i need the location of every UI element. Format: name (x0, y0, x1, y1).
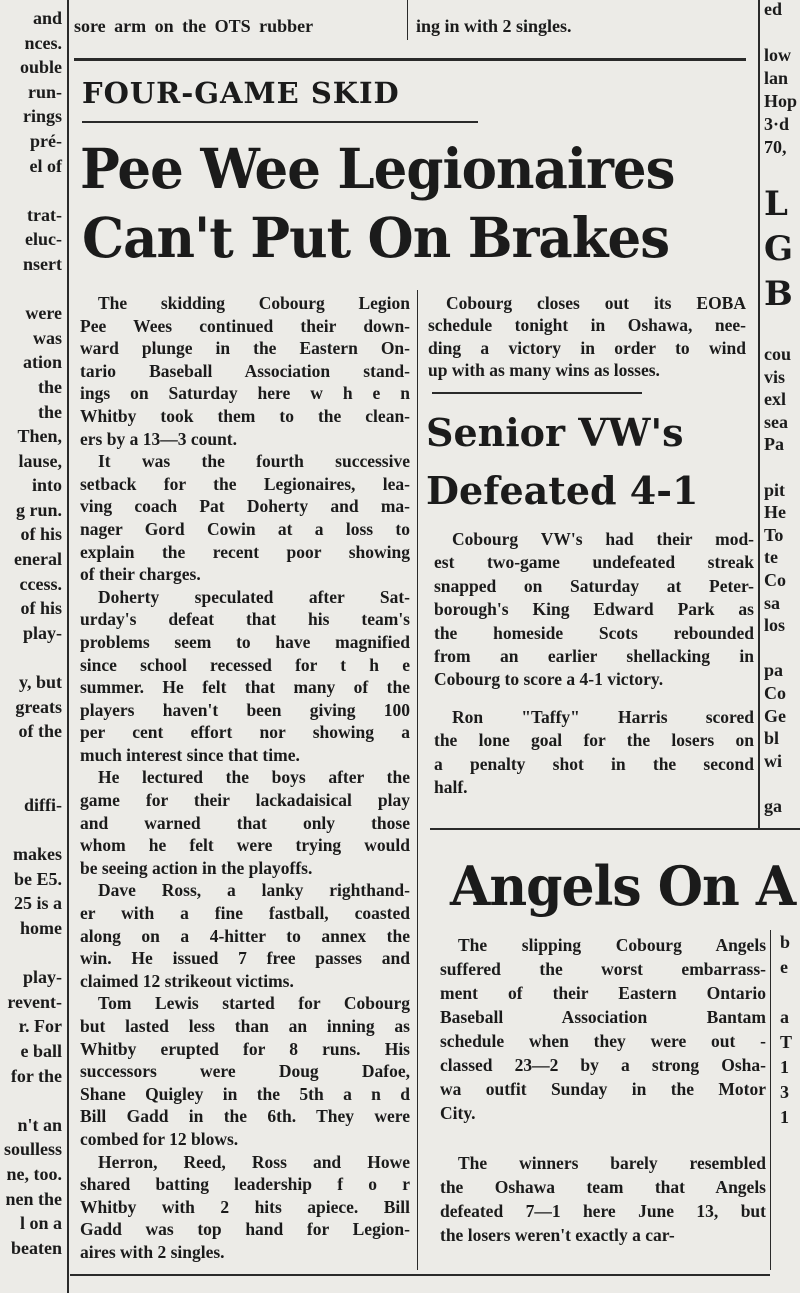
text-fragment: low (764, 45, 791, 65)
text-fragment: To (764, 524, 784, 545)
text-fragment (780, 980, 792, 1005)
text-fragment: a (780, 1007, 789, 1027)
text-fragment: ccess. (19, 573, 62, 594)
right-column-fragments-top (764, 0, 797, 159)
text-line: Dave Ross, a lanky righthand- (98, 880, 410, 901)
text-line: successors were Doug Dafoe, (80, 1061, 410, 1082)
text-fragment: the (38, 376, 62, 397)
text-line: Cobourg VW's had their mod- (452, 529, 754, 549)
text-line: problems seem to have magnified (80, 631, 410, 652)
angels-headline: Angels On A (450, 854, 796, 919)
text-fragment: G (764, 229, 794, 269)
text-fragment: of his (20, 524, 62, 545)
text-fragment: los (764, 615, 786, 636)
text-line: per cent effort nor showing a (80, 722, 410, 743)
text-fragment: 1 (780, 1107, 789, 1127)
text-fragment: L (764, 184, 788, 224)
text-fragment (764, 637, 791, 660)
text-fragment: lause, (18, 450, 62, 471)
text-fragment (764, 21, 797, 44)
text-line: schedule when they were out - (440, 1031, 766, 1051)
column-rule-right (758, 0, 760, 830)
text-fragment: were (25, 303, 62, 324)
text-fragment: 25 is a (13, 893, 62, 914)
text-line: setback for the Legionaires, lea- (80, 473, 410, 494)
text-line: suffered the worst embarrass- (440, 959, 766, 979)
text-fragment: diffi- (24, 795, 62, 815)
text-line: schedule tonight in Oshawa, nee- (428, 315, 746, 336)
text-line: along on a 4-hitter to annex the (80, 925, 410, 946)
text-fragment: l on a (19, 1213, 62, 1234)
text-line: Tom Lewis started for Cobourg (98, 993, 410, 1014)
text-line: summer. He felt that many of the (80, 677, 410, 698)
text-line: Whitby with 2 hits apiece. Bill (80, 1196, 410, 1217)
text-fragment: ga (764, 795, 782, 816)
text-line: since school recessed for t h e (80, 654, 410, 675)
text-line: snapped on Saturday at Peter- (434, 575, 754, 596)
text-line: nager Gord Cowin at a loss to (80, 518, 410, 539)
text-line: Whitby erupted for 8 runs. His (80, 1038, 410, 1059)
text-fragment: 70, (764, 137, 787, 157)
text-fragment: ed (764, 0, 782, 19)
text-line: the losers weren't exactly a car- (440, 1225, 675, 1245)
text-line: ding a victory in order to wind (428, 337, 746, 358)
text-fragment: nces. (24, 32, 62, 53)
text-fragment: Co (764, 569, 786, 590)
text-fragment (4, 744, 62, 769)
text-fragment: y, but (18, 672, 62, 693)
text-line: ward plunge in the Eastern On- (80, 338, 410, 359)
text-line: The slipping Cobourg Angels (458, 935, 766, 955)
text-line: be seeing action in the playoffs. (80, 857, 313, 878)
text-fragment: e (780, 957, 788, 977)
text-fragment (764, 456, 791, 479)
text-fragment (764, 772, 791, 795)
column-rule-left (67, 0, 69, 1293)
text-fragment: Hop (764, 91, 798, 111)
text-fragment: home (20, 917, 62, 938)
text-fragment: T (780, 1032, 793, 1052)
text-line: combed for 12 blows. (80, 1128, 239, 1149)
text-fragment: pré- (30, 130, 62, 151)
text-fragment: g run. (15, 499, 62, 520)
text-fragment: He (764, 502, 786, 523)
text-fragment: Co (764, 682, 786, 703)
article-headline-line-2: Can't Put On Brakes (82, 205, 670, 271)
text-line: Cobourg to score a 4-1 victory. (434, 669, 664, 690)
text-line: and warned that only those (80, 812, 410, 833)
text-line: ment of their Eastern Ontario (440, 983, 766, 1003)
text-fragment: Ge (764, 705, 786, 726)
text-line: claimed 12 strikeout victims. (80, 970, 294, 991)
text-fragment: beaten (11, 1237, 62, 1258)
text-line: game for their lackadaisical play (80, 790, 410, 811)
text-fragment (4, 178, 62, 203)
text-line: players haven't been giving 100 (80, 699, 410, 720)
text-fragment: makes (13, 844, 62, 865)
text-line: of their charges. (80, 564, 201, 585)
text-fragment: Pa (764, 434, 784, 455)
text-fragment: play- (22, 967, 62, 988)
text-fragment: lan (764, 68, 789, 88)
text-line: Ron "Taffy" Harris scored (452, 706, 754, 727)
bottom-rule (70, 1274, 770, 1276)
text-fragment: ation (22, 352, 62, 373)
text-line: from an earlier shellacking in (434, 646, 754, 667)
text-line: aires with 2 singles. (80, 1241, 225, 1262)
text-fragment: 3 (780, 1082, 789, 1102)
text-line: shared batting leadership f o r (80, 1174, 410, 1195)
text-line: tario Baseball Association stand- (80, 360, 410, 381)
text-fragment: nsert (23, 253, 62, 274)
text-fragment: for the (10, 1065, 62, 1086)
text-fragment: bl (764, 728, 780, 749)
text-line: urday's defeat that his team's (80, 609, 410, 630)
text-line: He lectured the boys after the (98, 767, 410, 788)
text-line: ving coach Pat Doherty and ma- (80, 496, 410, 517)
angels-article-body (440, 933, 766, 1247)
text-fragment (4, 941, 62, 966)
text-fragment: greats (15, 696, 62, 717)
text-line: Doherty speculated after Sat- (98, 586, 410, 607)
text-line: The skidding Cobourg Legion (98, 293, 410, 313)
column-rule-middle (417, 290, 418, 1270)
text-line: borough's King Edward Park as (434, 599, 754, 620)
text-fragment: pit (764, 479, 786, 500)
top-continuation-right: ing in with 2 singles. (416, 16, 572, 36)
text-fragment: be E5. (13, 868, 62, 889)
text-fragment: te (764, 547, 778, 568)
text-line: whom he felt were trying would (80, 835, 410, 856)
text-line: It was the fourth successive (98, 451, 410, 472)
text-line: Whitby took them to the clean- (80, 405, 410, 426)
column-rule-bottom-right (770, 930, 771, 1270)
vw-headline-line-2: Defeated 4-1 (426, 468, 699, 513)
text-fragment: rings (22, 106, 62, 127)
vw-headline-line-1: Senior VW's (426, 410, 684, 455)
text-fragment: ouble (19, 57, 62, 78)
text-fragment: the (38, 401, 62, 422)
right-column-fragments-bottom (780, 930, 792, 1130)
text-fragment: e ball (20, 1040, 62, 1061)
text-fragment: soulless (3, 1139, 62, 1160)
text-fragment: nen the (5, 1188, 62, 1209)
text-line: est two-game undefeated streak (434, 552, 754, 573)
text-line: Cobourg closes out its EOBA (446, 293, 746, 313)
vw-rule (432, 392, 642, 394)
article-kicker: FOUR-GAME SKID (82, 76, 400, 110)
text-fragment: B (764, 274, 793, 314)
text-fragment: Then, (17, 426, 62, 447)
text-line: the lone goal for the losers on (434, 730, 754, 751)
top-rule (74, 58, 746, 61)
right-column-fragments-body (764, 343, 791, 817)
text-fragment: and (32, 8, 62, 28)
top-continuation-left: sore arm on the OTS rubber (74, 16, 314, 36)
text-fragment: run- (27, 81, 62, 102)
text-fragment: eneral (14, 549, 62, 570)
text-fragment: eluc- (25, 229, 62, 250)
text-line: City. (440, 1103, 476, 1123)
text-line: ings on Saturday here w h e n (80, 383, 410, 404)
text-line: the Oshawa team that Angels (440, 1177, 766, 1197)
text-line: up with as many wins as losses. (428, 360, 660, 381)
text-line: Baseball Association Bantam (440, 1007, 766, 1027)
text-fragment: was (32, 327, 62, 348)
text-line: wa outfit Sunday in the Motor (440, 1079, 766, 1099)
text-fragment: of the (18, 721, 62, 742)
text-line: Pee Wees continued their down- (80, 315, 410, 336)
text-line: Shane Quigley in the 5th a n d (80, 1083, 410, 1104)
text-fragment: b (780, 932, 791, 952)
article-column-2 (428, 292, 746, 382)
text-line: Gadd was top hand for Legion- (80, 1219, 410, 1240)
column-rule-top (407, 0, 408, 40)
text-fragment: into (31, 475, 62, 496)
text-fragment: 1 (780, 1057, 789, 1077)
text-fragment (4, 818, 62, 843)
kicker-underline (82, 121, 478, 123)
article-column-1 (80, 292, 410, 1264)
text-line: classed 23—2 by a strong Osha- (440, 1055, 766, 1075)
text-line: ers by a 13—3 count. (80, 428, 238, 449)
text-line: much interest since that time. (80, 744, 300, 765)
text-fragment: 3·d (764, 114, 790, 134)
text-fragment: cou (764, 344, 791, 364)
text-fragment (4, 1088, 62, 1113)
text-fragment: of his (20, 598, 62, 619)
text-fragment: exl (764, 389, 786, 410)
text-fragment (4, 768, 62, 793)
text-line: a penalty shot in the second (434, 753, 754, 774)
article-headline-line-1: Pee Wee Legionaires (80, 136, 675, 202)
text-line: The winners barely resembled (458, 1153, 766, 1173)
text-line: Bill Gadd in the 6th. They were (80, 1106, 410, 1127)
vw-article-body (434, 528, 754, 799)
left-column-fragments (4, 6, 62, 1260)
text-fragment: n't an (17, 1114, 62, 1135)
angels-rule (430, 828, 800, 830)
text-fragment: trat- (27, 204, 62, 225)
text-fragment (4, 645, 62, 670)
text-fragment: wi (764, 750, 782, 771)
text-line: but lasted less than an inning as (80, 1016, 410, 1036)
text-line: the homeside Scots rebounded (434, 622, 754, 643)
text-line: explain the recent poor showing (80, 541, 410, 562)
right-column-headline-fragments (764, 182, 793, 317)
text-fragment: revent- (7, 991, 62, 1012)
text-line: er with a fine fastball, coasted (80, 903, 410, 924)
text-fragment: ne, too. (6, 1163, 62, 1184)
text-line: win. He issued 7 free passes and (80, 948, 410, 969)
text-fragment: el of (29, 155, 62, 176)
text-line: Herron, Reed, Ross and Howe (98, 1151, 410, 1172)
text-fragment: pa (764, 660, 784, 681)
text-line: half. (434, 777, 468, 798)
text-fragment: play- (22, 622, 62, 643)
text-fragment (4, 277, 62, 302)
text-fragment: vis (764, 366, 786, 387)
text-fragment: sea (764, 411, 788, 432)
text-fragment: sa (764, 592, 781, 613)
text-line: defeated 7—1 here June 13, but (440, 1201, 766, 1221)
text-fragment: r. For (18, 1016, 62, 1037)
